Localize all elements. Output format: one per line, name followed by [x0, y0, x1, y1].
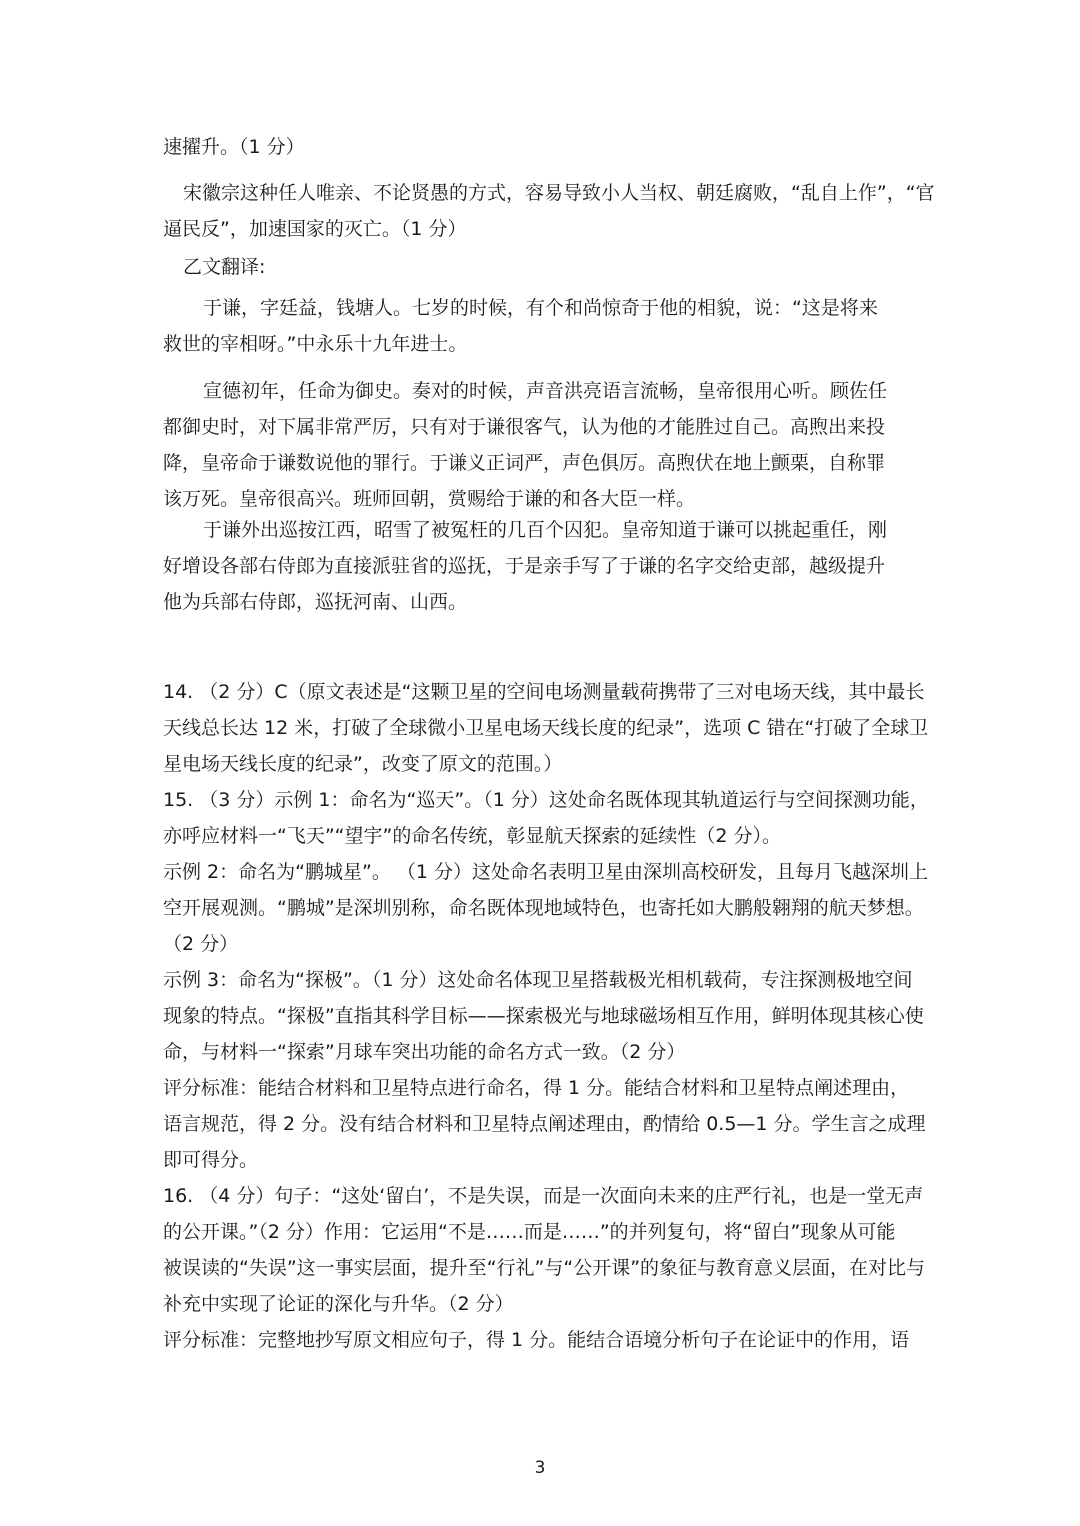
answer-line: 现象的特点。“探极”直指其科学目标——探索极光与地球磁场相互作用，鲜明体现其核心使: [163, 1005, 924, 1027]
answer-line: 语言规范，得 2 分。没有结合材料和卫星特点阐述理由，酌情给 0.5—1 分。学生言之成理: [163, 1113, 926, 1135]
yiwen-paragraph-2: [163, 373, 888, 517]
answer-line: 14. （2 分）C（原文表述是“这颗卫星的空间电场测量载荷携带了三对电场天线，其中最长: [163, 681, 925, 703]
text-line: 速擢升。（1 分）: [163, 136, 305, 158]
yiwen-paragraph-3: [163, 512, 888, 620]
answer-line: 天线总长达 12 米，打破了全球微小卫星电场天线长度的纪录”，选项 C 错在“打破了全球卫: [163, 717, 929, 739]
yiwen-heading: 乙文翻译:: [183, 256, 266, 278]
text-line: 于谦外出巡按江西，昭雪了被冤枉的几百个囚犯。皇帝知道于谦可以挑起重任，刚: [203, 519, 888, 541]
text-line: 宣德初年，任命为御史。奏对的时候，声音洪亮语言流畅，皇帝很用心听。顾佐任: [203, 380, 888, 402]
answer-line: 示例 3：命名为“探极”。（1 分）这处命名体现卫星搭载极光相机载荷，专注探测极地空间: [163, 969, 913, 991]
page-number: 3: [534, 1458, 546, 1478]
answer-line: 被误读的“失误”这一事实层面，提升至“行礼”与“公开课”的象征与教育意义层面，在对比与: [163, 1257, 926, 1279]
jia-translation-tail: [163, 129, 305, 165]
text-line: 宋徽宗这种任人唯亲、不论贤愚的方式，容易导致小人当权、朝廷腐败，“乱自上作”，“官: [183, 182, 935, 204]
answer-line: 评分标准：能结合材料和卫星特点进行命名，得 1 分。能结合材料和卫星特点阐述理由，: [163, 1077, 910, 1099]
answer-line: 的公开课。”（2 分）作用：它运用“不是……而是……”的并列复句，将“留白”现象从可能: [163, 1221, 896, 1243]
answers-section: [163, 674, 929, 1358]
jia-evaluation-paragraph: [163, 175, 935, 247]
answer-line: 命，与材料一“探索”月球车突出功能的命名方式一致。（2 分）: [163, 1041, 686, 1063]
text-line: 好增设各部右侍郎为直接派驻省的巡抚，于是亲手写了于谦的名字交给吏部，越级提升: [163, 555, 886, 577]
answer-line: 评分标准：完整地抄写原文相应句子，得 1 分。能结合语境分析句子在论证中的作用，语: [163, 1329, 910, 1351]
yiwen-paragraph-1: [163, 290, 878, 362]
answer-line: 16. （4 分）句子：“这处‘留白’，不是失误，而是一次面向未来的庄严行礼，也是一堂无声: [163, 1185, 924, 1207]
text-line: 都御史时，对下属非常严厉，只有对于谦很客气，认为他的才能胜过自己。高煦出来投: [163, 416, 886, 438]
text-line: 于谦，字廷益，钱塘人。七岁的时候，有个和尚惊奇于他的相貌，说：“这是将来: [203, 297, 878, 319]
answer-line: 亦呼应材料一“飞天”“望宇”的命名传统，彰显航天探索的延续性（2 分）。: [163, 825, 782, 847]
answer-line: 空开展观测。“鹏城”是深圳别称，命名既体现地域特色，也寄托如大鹏般翱翔的航天梦想。: [163, 897, 924, 919]
text-line: 救世的宰相呀。”中永乐十九年进士。: [163, 333, 468, 355]
text-line: 逼民反”，加速国家的灭亡。（1 分）: [163, 218, 467, 240]
answer-line: （2 分）: [163, 933, 239, 955]
answer-line: 补充中实现了论证的深化与升华。（2 分）: [163, 1293, 514, 1315]
answer-line: 示例 2：命名为“鹏城星”。 （1 分）这处命名表明卫星由深圳高校研发，且每月飞越深圳上: [163, 861, 928, 883]
answer-line: 15. （3 分）示例 1：命名为“巡天”。（1 分）这处命名既体现其轨道运行与空间探测功能，: [163, 789, 929, 811]
answer-line: 星电场天线长度的纪录”，改变了原文的范围。）: [163, 753, 563, 775]
text-line: 他为兵部右侍郎，巡抚河南、山西。: [163, 591, 468, 613]
answer-line: 即可得分。: [163, 1149, 259, 1171]
text-line: 降，皇帝命于谦数说他的罪行。于谦义正词严，声色俱厉。高煦伏在地上颤栗，自称罪: [163, 452, 886, 474]
text-line: 该万死。皇帝很高兴。班师回朝，赏赐给于谦的和各大臣一样。: [163, 488, 696, 510]
